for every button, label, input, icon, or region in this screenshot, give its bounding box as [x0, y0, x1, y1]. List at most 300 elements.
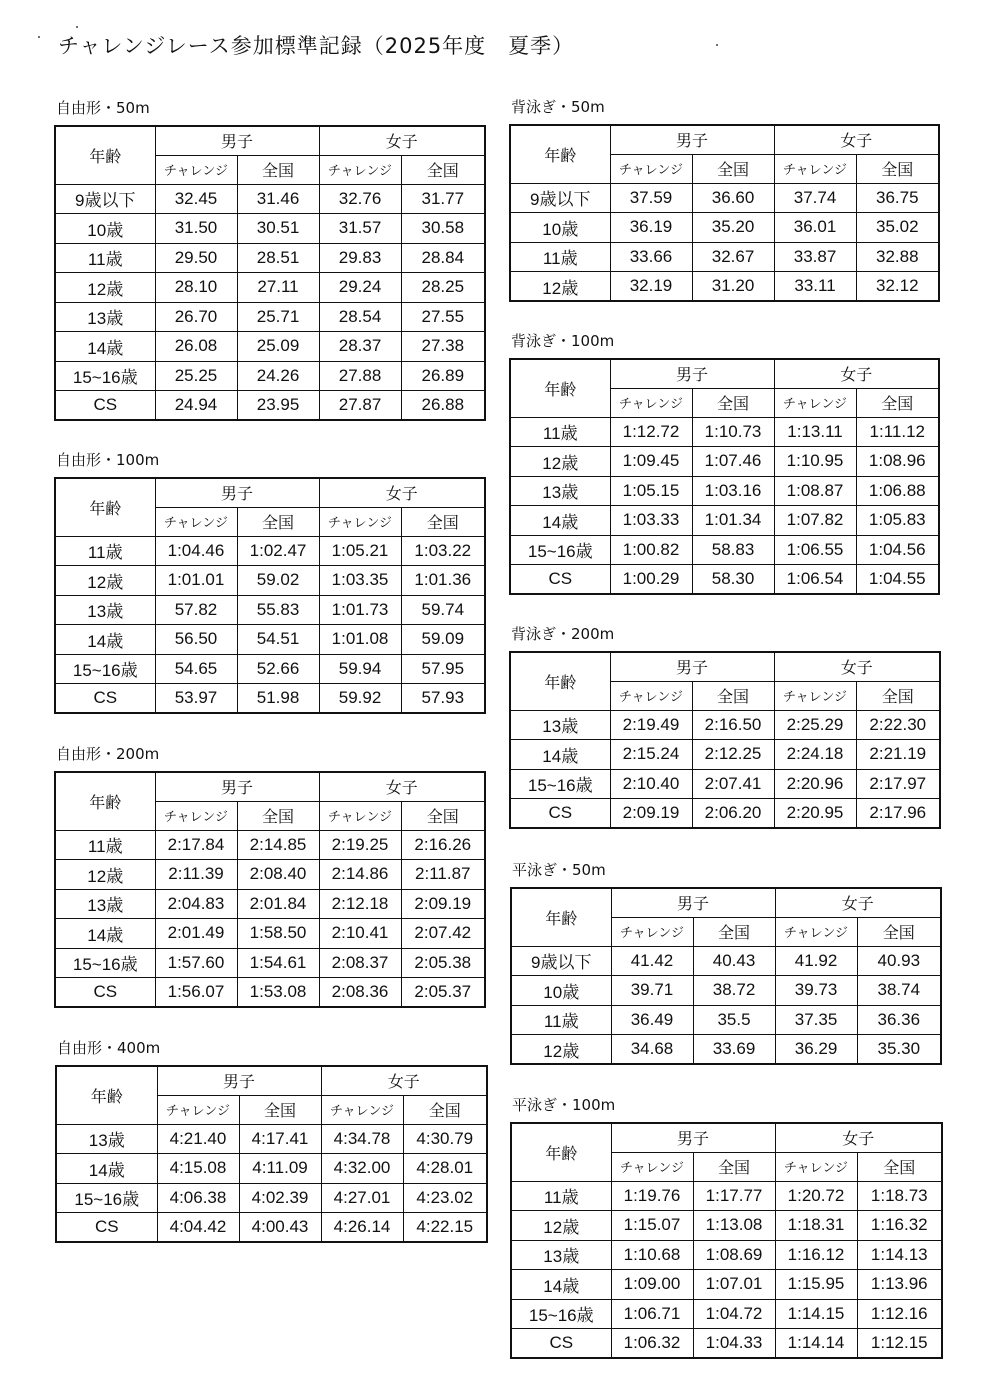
male-national-time: 35.5: [693, 1005, 775, 1035]
female-national-time: 32.12: [856, 272, 939, 302]
female-national-time: 2:22.30: [856, 710, 940, 740]
age-cell: CS: [510, 799, 610, 829]
age-cell: 10歳: [55, 214, 155, 244]
female-challenge-time: 4:27.01: [321, 1183, 403, 1213]
table-row: [55, 332, 485, 362]
record-table: [510, 1122, 943, 1359]
table-row: [510, 710, 940, 740]
table-row: [56, 1213, 487, 1243]
female-national-time: 38.74: [857, 976, 941, 1006]
male-challenge-time: 1:00.29: [610, 565, 692, 595]
female-challenge-time: 37.35: [775, 1005, 857, 1035]
female-challenge-time: 27.88: [319, 361, 401, 391]
male-challenge-time: 1:12.72: [610, 417, 692, 447]
event-caption: 背泳ぎ・50m: [511, 98, 605, 116]
female-challenge-time: 1:10.95: [774, 447, 856, 477]
male-national-time: 2:08.40: [237, 860, 319, 890]
male-header: 男子: [610, 125, 774, 154]
female-national-time: 2:05.38: [401, 948, 485, 978]
male-national-time: 32.67: [692, 242, 774, 272]
female-challenge-time: 1:15.95: [775, 1270, 857, 1300]
event-caption: 自由形・50m: [56, 99, 150, 117]
female-national-time: 2:21.19: [856, 740, 940, 770]
female-challenge-time: 36.01: [774, 213, 856, 243]
table-row: [511, 946, 941, 976]
male-national-time: 2:14.85: [237, 830, 319, 860]
age-cell: 15~16歳: [56, 1183, 157, 1213]
female-national-header: 全国: [401, 155, 485, 184]
female-challenge-time: 2:20.96: [774, 769, 856, 799]
event-caption: 平泳ぎ・50m: [512, 861, 606, 879]
age-cell: 15~16歳: [510, 769, 610, 799]
female-national-time: 1:08.96: [856, 447, 939, 477]
male-challenge-time: 39.71: [611, 976, 693, 1006]
male-national-time: 1:13.08: [693, 1211, 775, 1241]
male-challenge-time: 4:21.40: [157, 1124, 239, 1154]
age-cell: 12歳: [510, 272, 610, 302]
female-challenge-time: 1:01.73: [319, 595, 401, 625]
female-challenge-time: 4:26.14: [321, 1213, 403, 1243]
female-challenge-header: チャレンジ: [775, 917, 857, 946]
female-challenge-header: チャレンジ: [319, 507, 401, 536]
female-header: 女子: [319, 772, 485, 801]
female-challenge-time: 27.87: [319, 391, 401, 421]
table-row: [511, 1240, 942, 1270]
female-national-time: 35.02: [856, 213, 939, 243]
event-free400: [55, 1039, 488, 1243]
table-row: [55, 302, 485, 332]
male-challenge-time: 2:01.49: [155, 919, 237, 949]
female-national-header: 全国: [856, 388, 939, 417]
age-cell: 13歳: [55, 889, 155, 919]
male-challenge-time: 57.82: [155, 595, 237, 625]
female-challenge-header: チャレンジ: [774, 154, 856, 183]
table-row: [510, 769, 940, 799]
female-national-time: 1:03.22: [401, 536, 485, 566]
female-national-time: 4:28.01: [403, 1154, 487, 1184]
female-challenge-time: 2:08.36: [319, 978, 401, 1008]
male-national-time: 31.46: [237, 184, 319, 214]
male-challenge-time: 1:09.00: [611, 1270, 693, 1300]
male-challenge-time: 56.50: [155, 625, 237, 655]
female-national-time: 1:11.12: [856, 417, 939, 447]
male-national-time: 1:08.69: [693, 1240, 775, 1270]
table-row: [55, 243, 485, 273]
male-national-time: 4:11.09: [239, 1154, 321, 1184]
female-challenge-time: 41.92: [775, 946, 857, 976]
female-national-time: 36.36: [857, 1005, 941, 1035]
table-row: [55, 948, 485, 978]
male-national-time: 25.09: [237, 332, 319, 362]
female-header: 女子: [319, 478, 485, 507]
table-row: [55, 391, 485, 421]
table-row: [55, 566, 485, 596]
male-header: 男子: [610, 359, 774, 388]
age-cell: 14歳: [510, 506, 610, 536]
female-national-time: 2:11.87: [401, 860, 485, 890]
female-national-time: 1:04.55: [856, 565, 939, 595]
table-row: [56, 1154, 487, 1184]
event-back100: [509, 332, 940, 595]
female-challenge-time: 28.54: [319, 302, 401, 332]
female-national-time: 4:23.02: [403, 1183, 487, 1213]
male-challenge-time: 41.42: [611, 946, 693, 976]
male-national-time: 1:03.16: [692, 476, 774, 506]
age-cell: 15~16歳: [55, 654, 155, 684]
female-challenge-time: 2:25.29: [774, 710, 856, 740]
female-challenge-time: 2:20.95: [774, 799, 856, 829]
male-national-time: 30.51: [237, 214, 319, 244]
table-row: [510, 213, 939, 243]
male-national-time: 1:07.46: [692, 447, 774, 477]
female-challenge-time: 1:01.08: [319, 625, 401, 655]
female-challenge-time: 59.92: [319, 684, 401, 714]
male-national-time: 40.43: [693, 946, 775, 976]
female-challenge-time: 28.37: [319, 332, 401, 362]
male-national-time: 51.98: [237, 684, 319, 714]
age-cell: 13歳: [510, 710, 610, 740]
male-header: 男子: [611, 1123, 775, 1152]
male-national-header: 全国: [237, 801, 319, 830]
male-challenge-time: 1:10.68: [611, 1240, 693, 1270]
male-challenge-time: 36.19: [610, 213, 692, 243]
scan-speck: [76, 26, 78, 28]
event-caption: 自由形・400m: [57, 1039, 161, 1057]
female-national-time: 2:09.19: [401, 889, 485, 919]
female-national-time: 27.55: [401, 302, 485, 332]
age-cell: CS: [55, 684, 155, 714]
male-national-time: 1:04.33: [693, 1329, 775, 1359]
female-national-header: 全国: [403, 1095, 487, 1124]
male-challenge-time: 1:03.33: [610, 506, 692, 536]
female-challenge-time: 1:14.15: [775, 1299, 857, 1329]
female-national-time: 1:05.83: [856, 506, 939, 536]
female-header: 女子: [774, 125, 939, 154]
female-national-header: 全国: [857, 917, 941, 946]
event-free100: [54, 451, 486, 714]
male-national-time: 4:17.41: [239, 1124, 321, 1154]
female-challenge-time: 4:34.78: [321, 1124, 403, 1154]
age-cell: 13歳: [510, 476, 610, 506]
table-row: [510, 242, 939, 272]
male-challenge-header: チャレンジ: [610, 154, 692, 183]
table-row: [56, 1183, 487, 1213]
male-challenge-time: 1:19.76: [611, 1181, 693, 1211]
female-national-time: 27.38: [401, 332, 485, 362]
table-row: [510, 272, 939, 302]
scan-speck: [716, 44, 718, 46]
male-challenge-time: 1:06.71: [611, 1299, 693, 1329]
male-challenge-header: チャレンジ: [155, 155, 237, 184]
female-challenge-time: 1:20.72: [775, 1181, 857, 1211]
event-breast100: [510, 1096, 943, 1359]
female-challenge-time: 2:14.86: [319, 860, 401, 890]
age-cell: 13歳: [56, 1124, 157, 1154]
female-challenge-time: 36.29: [775, 1035, 857, 1065]
male-challenge-time: 1:09.45: [610, 447, 692, 477]
table-row: [511, 1329, 942, 1359]
male-national-time: 1:10.73: [692, 417, 774, 447]
age-cell: 11歳: [55, 830, 155, 860]
male-challenge-time: 29.50: [155, 243, 237, 273]
female-challenge-time: 33.87: [774, 242, 856, 272]
table-row: [510, 506, 939, 536]
female-challenge-header: チャレンジ: [321, 1095, 403, 1124]
female-national-header: 全国: [857, 1152, 942, 1181]
female-header: 女子: [319, 126, 485, 155]
record-table: [509, 124, 940, 302]
age-cell: 15~16歳: [55, 361, 155, 391]
table-row: [55, 684, 485, 714]
record-table: [55, 1065, 488, 1243]
female-challenge-header: チャレンジ: [774, 388, 856, 417]
male-challenge-header: チャレンジ: [611, 1152, 693, 1181]
age-cell: 15~16歳: [510, 535, 610, 565]
table-row: [55, 889, 485, 919]
female-national-time: 31.77: [401, 184, 485, 214]
scan-speck: [38, 36, 40, 38]
female-national-time: 26.89: [401, 361, 485, 391]
male-national-time: 33.69: [693, 1035, 775, 1065]
male-national-header: 全国: [692, 154, 774, 183]
male-challenge-time: 1:01.01: [155, 566, 237, 596]
document-title: チャレンジレース参加標準記録（2025年度 夏季）: [58, 34, 575, 58]
age-cell: 14歳: [55, 625, 155, 655]
male-challenge-time: 2:04.83: [155, 889, 237, 919]
male-national-time: 31.20: [692, 272, 774, 302]
table-row: [511, 1035, 941, 1065]
age-cell: 12歳: [55, 566, 155, 596]
female-challenge-time: 1:13.11: [774, 417, 856, 447]
male-challenge-time: 32.19: [610, 272, 692, 302]
male-challenge-time: 25.25: [155, 361, 237, 391]
table-row: [510, 476, 939, 506]
male-national-time: 1:04.72: [693, 1299, 775, 1329]
age-header: 年齢: [511, 1123, 611, 1181]
male-challenge-time: 28.10: [155, 273, 237, 303]
male-national-time: 4:00.43: [239, 1213, 321, 1243]
male-national-time: 35.20: [692, 213, 774, 243]
age-cell: 9歳以下: [511, 946, 611, 976]
male-challenge-time: 1:57.60: [155, 948, 237, 978]
female-national-time: 30.58: [401, 214, 485, 244]
table-row: [55, 273, 485, 303]
female-national-time: 40.93: [857, 946, 941, 976]
table-row: [55, 654, 485, 684]
male-national-time: 1:17.77: [693, 1181, 775, 1211]
male-challenge-time: 2:15.24: [610, 740, 692, 770]
age-cell: 11歳: [55, 536, 155, 566]
event-back200: [509, 625, 941, 829]
male-national-time: 2:12.25: [692, 740, 774, 770]
male-national-time: 58.83: [692, 535, 774, 565]
female-national-time: 28.25: [401, 273, 485, 303]
age-cell: 14歳: [55, 919, 155, 949]
age-cell: 9歳以下: [510, 183, 610, 213]
age-cell: 12歳: [510, 447, 610, 477]
table-row: [55, 919, 485, 949]
female-national-time: 26.88: [401, 391, 485, 421]
male-national-time: 23.95: [237, 391, 319, 421]
female-national-time: 36.75: [856, 183, 939, 213]
male-national-header: 全国: [692, 388, 774, 417]
age-cell: CS: [56, 1213, 157, 1243]
male-national-header: 全国: [693, 917, 775, 946]
age-cell: CS: [55, 391, 155, 421]
age-cell: 12歳: [511, 1211, 611, 1241]
female-challenge-time: 1:05.21: [319, 536, 401, 566]
age-cell: 14歳: [56, 1154, 157, 1184]
male-challenge-time: 36.49: [611, 1005, 693, 1035]
table-row: [511, 1270, 942, 1300]
female-challenge-time: 2:10.41: [319, 919, 401, 949]
male-challenge-time: 1:06.32: [611, 1329, 693, 1359]
female-national-time: 1:04.56: [856, 535, 939, 565]
male-national-time: 55.83: [237, 595, 319, 625]
table-row: [510, 183, 939, 213]
male-challenge-time: 31.50: [155, 214, 237, 244]
male-challenge-header: チャレンジ: [611, 917, 693, 946]
age-header: 年齢: [55, 772, 155, 830]
male-national-header: 全国: [239, 1095, 321, 1124]
age-cell: CS: [510, 565, 610, 595]
female-challenge-header: チャレンジ: [775, 1152, 857, 1181]
male-national-header: 全国: [693, 1152, 775, 1181]
record-table: [509, 651, 941, 829]
male-national-time: 38.72: [693, 976, 775, 1006]
age-cell: 11歳: [510, 242, 610, 272]
male-challenge-time: 2:17.84: [155, 830, 237, 860]
female-challenge-time: 1:08.87: [774, 476, 856, 506]
male-national-time: 1:53.08: [237, 978, 319, 1008]
male-challenge-time: 1:00.82: [610, 535, 692, 565]
table-row: [510, 799, 940, 829]
table-row: [55, 361, 485, 391]
male-national-time: 2:06.20: [692, 799, 774, 829]
record-table: [54, 125, 486, 421]
female-challenge-time: 2:12.18: [319, 889, 401, 919]
female-challenge-time: 39.73: [775, 976, 857, 1006]
male-challenge-header: チャレンジ: [610, 388, 692, 417]
record-table: [54, 771, 486, 1008]
female-challenge-time: 1:14.14: [775, 1329, 857, 1359]
female-national-time: 59.09: [401, 625, 485, 655]
female-challenge-time: 2:08.37: [319, 948, 401, 978]
age-cell: 15~16歳: [55, 948, 155, 978]
female-challenge-time: 1:03.35: [319, 566, 401, 596]
table-row: [55, 214, 485, 244]
female-national-time: 4:30.79: [403, 1124, 487, 1154]
age-cell: 11歳: [55, 243, 155, 273]
male-challenge-time: 2:11.39: [155, 860, 237, 890]
table-row: [511, 1211, 942, 1241]
age-cell: 14歳: [510, 740, 610, 770]
male-national-time: 27.11: [237, 273, 319, 303]
female-national-time: 2:07.42: [401, 919, 485, 949]
female-national-time: 1:16.32: [857, 1211, 942, 1241]
table-row: [510, 417, 939, 447]
event-caption: 背泳ぎ・200m: [511, 625, 615, 643]
male-challenge-time: 2:09.19: [610, 799, 692, 829]
male-challenge-time: 1:15.07: [611, 1211, 693, 1241]
female-header: 女子: [774, 359, 939, 388]
female-national-time: 1:06.88: [856, 476, 939, 506]
male-national-header: 全国: [237, 507, 319, 536]
male-national-time: 59.02: [237, 566, 319, 596]
male-national-time: 25.71: [237, 302, 319, 332]
male-challenge-header: チャレンジ: [155, 507, 237, 536]
record-table: [510, 887, 942, 1065]
female-challenge-time: 33.11: [774, 272, 856, 302]
male-challenge-time: 34.68: [611, 1035, 693, 1065]
female-challenge-time: 31.57: [319, 214, 401, 244]
event-breast50: [510, 861, 942, 1065]
age-cell: 11歳: [511, 1181, 611, 1211]
male-header: 男子: [611, 888, 775, 917]
table-row: [55, 978, 485, 1008]
female-national-time: 1:12.15: [857, 1329, 942, 1359]
male-national-time: 28.51: [237, 243, 319, 273]
table-row: [511, 1181, 942, 1211]
female-national-header: 全国: [401, 801, 485, 830]
table-row: [55, 536, 485, 566]
female-challenge-time: 4:32.00: [321, 1154, 403, 1184]
female-national-time: 1:18.73: [857, 1181, 942, 1211]
female-national-header: 全国: [856, 154, 939, 183]
male-challenge-time: 4:06.38: [157, 1183, 239, 1213]
female-national-time: 57.93: [401, 684, 485, 714]
age-cell: 14歳: [511, 1270, 611, 1300]
male-header: 男子: [155, 478, 319, 507]
female-national-time: 1:14.13: [857, 1240, 942, 1270]
male-national-time: 54.51: [237, 625, 319, 655]
female-challenge-time: 37.74: [774, 183, 856, 213]
male-challenge-time: 24.94: [155, 391, 237, 421]
table-row: [55, 595, 485, 625]
female-national-time: 35.30: [857, 1035, 941, 1065]
male-challenge-time: 37.59: [610, 183, 692, 213]
male-national-time: 52.66: [237, 654, 319, 684]
age-cell: 13歳: [55, 302, 155, 332]
male-challenge-time: 1:04.46: [155, 536, 237, 566]
female-national-time: 32.88: [856, 242, 939, 272]
age-cell: 11歳: [510, 417, 610, 447]
female-challenge-time: 59.94: [319, 654, 401, 684]
age-header: 年齢: [510, 359, 610, 417]
age-cell: 9歳以下: [55, 184, 155, 214]
male-challenge-time: 2:19.49: [610, 710, 692, 740]
age-cell: 10歳: [510, 213, 610, 243]
female-national-time: 1:12.16: [857, 1299, 942, 1329]
male-header: 男子: [157, 1066, 321, 1095]
male-challenge-header: チャレンジ: [157, 1095, 239, 1124]
female-national-header: 全国: [401, 507, 485, 536]
female-challenge-time: 1:06.54: [774, 565, 856, 595]
male-challenge-time: 1:56.07: [155, 978, 237, 1008]
male-challenge-header: チャレンジ: [610, 681, 692, 710]
female-challenge-time: 2:24.18: [774, 740, 856, 770]
female-challenge-time: 29.24: [319, 273, 401, 303]
female-national-header: 全国: [856, 681, 940, 710]
male-national-time: 1:02.47: [237, 536, 319, 566]
female-challenge-header: チャレンジ: [774, 681, 856, 710]
age-cell: 12歳: [55, 860, 155, 890]
event-caption: 自由形・100m: [56, 451, 160, 469]
male-challenge-time: 2:10.40: [610, 769, 692, 799]
age-cell: 13歳: [511, 1240, 611, 1270]
record-table: [509, 358, 940, 595]
female-challenge-time: 2:19.25: [319, 830, 401, 860]
